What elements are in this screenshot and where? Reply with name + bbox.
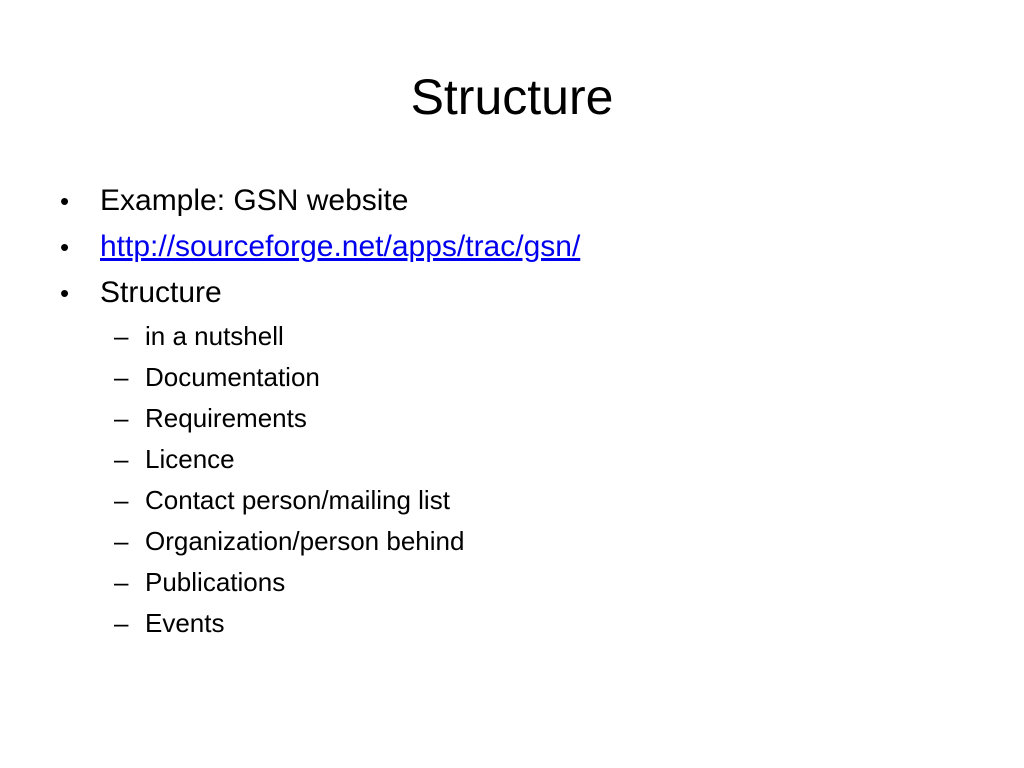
sub-bullet-list [58,316,958,644]
sub-item-text: Events [145,608,225,638]
bullet-marker: • [60,232,70,262]
bullet-item-link [58,224,958,270]
sub-item-publications [58,562,958,603]
sub-item-text: Publications [145,567,286,597]
sub-item-events [58,603,958,644]
dash-marker: – [114,485,129,515]
sub-item-requirements [58,398,958,439]
dash-marker: – [114,362,129,392]
dash-marker: – [114,567,129,597]
sub-item-text: Licence [145,444,235,474]
sub-item-text: Documentation [145,362,320,392]
bullet-item-example [58,178,958,224]
sub-item-contact [58,480,958,521]
gsn-trac-link[interactable]: http://sourceforge.net/apps/trac/gsn/ [100,230,581,263]
slide-title: Structure [410,69,614,125]
sub-item-nutshell [58,316,958,357]
dash-marker: – [114,444,129,474]
sub-item-text: Organization/person behind [145,526,465,556]
bullet-marker: • [60,278,70,308]
sub-item-text: Requirements [145,403,307,433]
dash-marker: – [114,321,129,351]
dash-marker: – [114,403,129,433]
sub-item-licence [58,439,958,480]
bullet-list [58,178,958,644]
sub-item-organization [58,521,958,562]
dash-marker: – [114,526,129,556]
sub-item-documentation [58,357,958,398]
bullet-text: Structure [100,276,222,309]
sub-item-text: Contact person/mailing list [145,485,450,515]
bullet-text: Example: GSN website [100,184,409,217]
sub-list-container [58,316,958,644]
bullet-marker: • [60,186,70,216]
dash-marker: – [114,608,129,638]
sub-item-text: in a nutshell [145,321,284,351]
bullet-item-structure [58,270,958,316]
